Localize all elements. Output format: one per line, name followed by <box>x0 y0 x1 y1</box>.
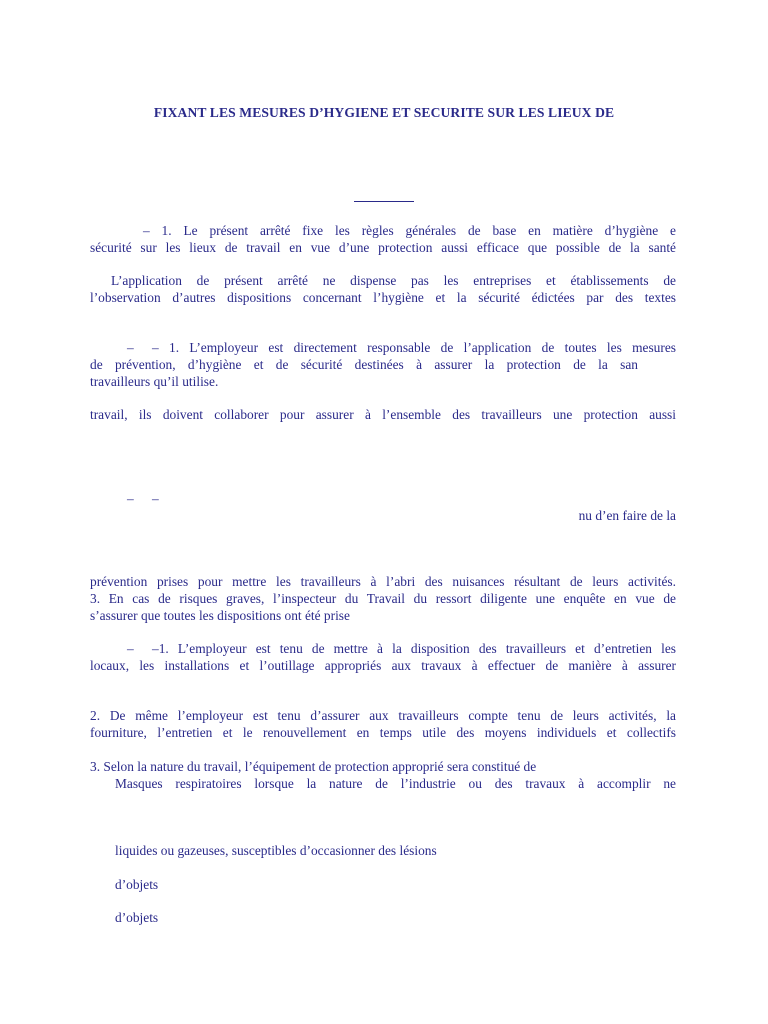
article-4-dash: – <box>127 641 134 656</box>
article-3-para-line-2: 3. En cas de risques graves, l’inspecteur du Travail du ressort diligente une enquête en vue de <box>90 591 676 606</box>
article-1-line-1: – 1. Le présent arrêté fixe les règles générales de base en matière d’hygiène e <box>143 223 676 238</box>
article-1-line-2: sécurité sur les lieux de travail en vue d’une protection aussi efficace que possible de la santé <box>90 240 676 255</box>
title-separator <box>354 201 414 202</box>
article-4-line-1: –1. L’employeur est tenu de mettre à la disposition des travailleurs et d’entretien les <box>152 641 676 656</box>
article-4-para-3-line-1: 3. Selon la nature du travail, l’équipement de protection approprié sera constitué de <box>90 759 537 774</box>
article-2-line-1: – 1. L’employeur est directement responsable de l’application de toutes les mesures <box>152 340 676 355</box>
article-1-para-2-line-1: L’application de présent arrêté ne dispense pas les entreprises et établissements de <box>111 273 676 288</box>
list-item-objets-1: d’objets <box>115 877 159 892</box>
article-4-para-3-line-2: Masques respiratoires lorsque la nature de l’industrie ou des travaux à accomplir ne <box>115 776 676 791</box>
document-title: FIXANT LES MESURES D’HYGIENE ET SECURITE SUR LES LIEUX DE <box>153 105 615 120</box>
article-3-dash-2: – <box>152 491 159 506</box>
list-item-objets-2: d’objets <box>115 910 159 925</box>
article-1-para-2-line-2: l’observation d’autres dispositions concernant l’hygiène et la sécurité édictées par des textes <box>90 290 676 305</box>
article-3-right-fragment: nu d’en faire de la <box>578 508 676 523</box>
list-item-liquides: liquides ou gazeuses, susceptibles d’occasionner des lésions <box>115 843 437 858</box>
article-3-para-line-1: prévention prises pour mettre les travailleurs à l’abri des nuisances résultant de leurs activités. <box>90 574 676 589</box>
article-2-line-2: de prévention, d’hygiène et de sécurité destinées à assurer la protection de la san <box>90 357 638 372</box>
article-4-para-2-line-2: fourniture, l’entretien et le renouvellement en temps utile des moyens individuels et collectifs <box>90 725 676 740</box>
article-2-dash: – <box>127 340 134 355</box>
article-3-para-line-3: s’assurer que toutes les dispositions ont été prise <box>90 608 350 623</box>
article-3-dash-1: – <box>127 491 134 506</box>
article-4-line-2: locaux, les installations et l’outillage appropriés aux travaux à effectuer de manière à assurer <box>90 658 676 673</box>
article-4-para-2-line-1: 2. De même l’employeur est tenu d’assurer aux travailleurs compte tenu de leurs activités, la <box>90 708 676 723</box>
article-2-line-3: travailleurs qu’il utilise. <box>90 374 219 389</box>
article-2-para-2-line-1: travail, ils doivent collaborer pour assurer à l’ensemble des travailleurs une protection aussi <box>90 407 676 422</box>
